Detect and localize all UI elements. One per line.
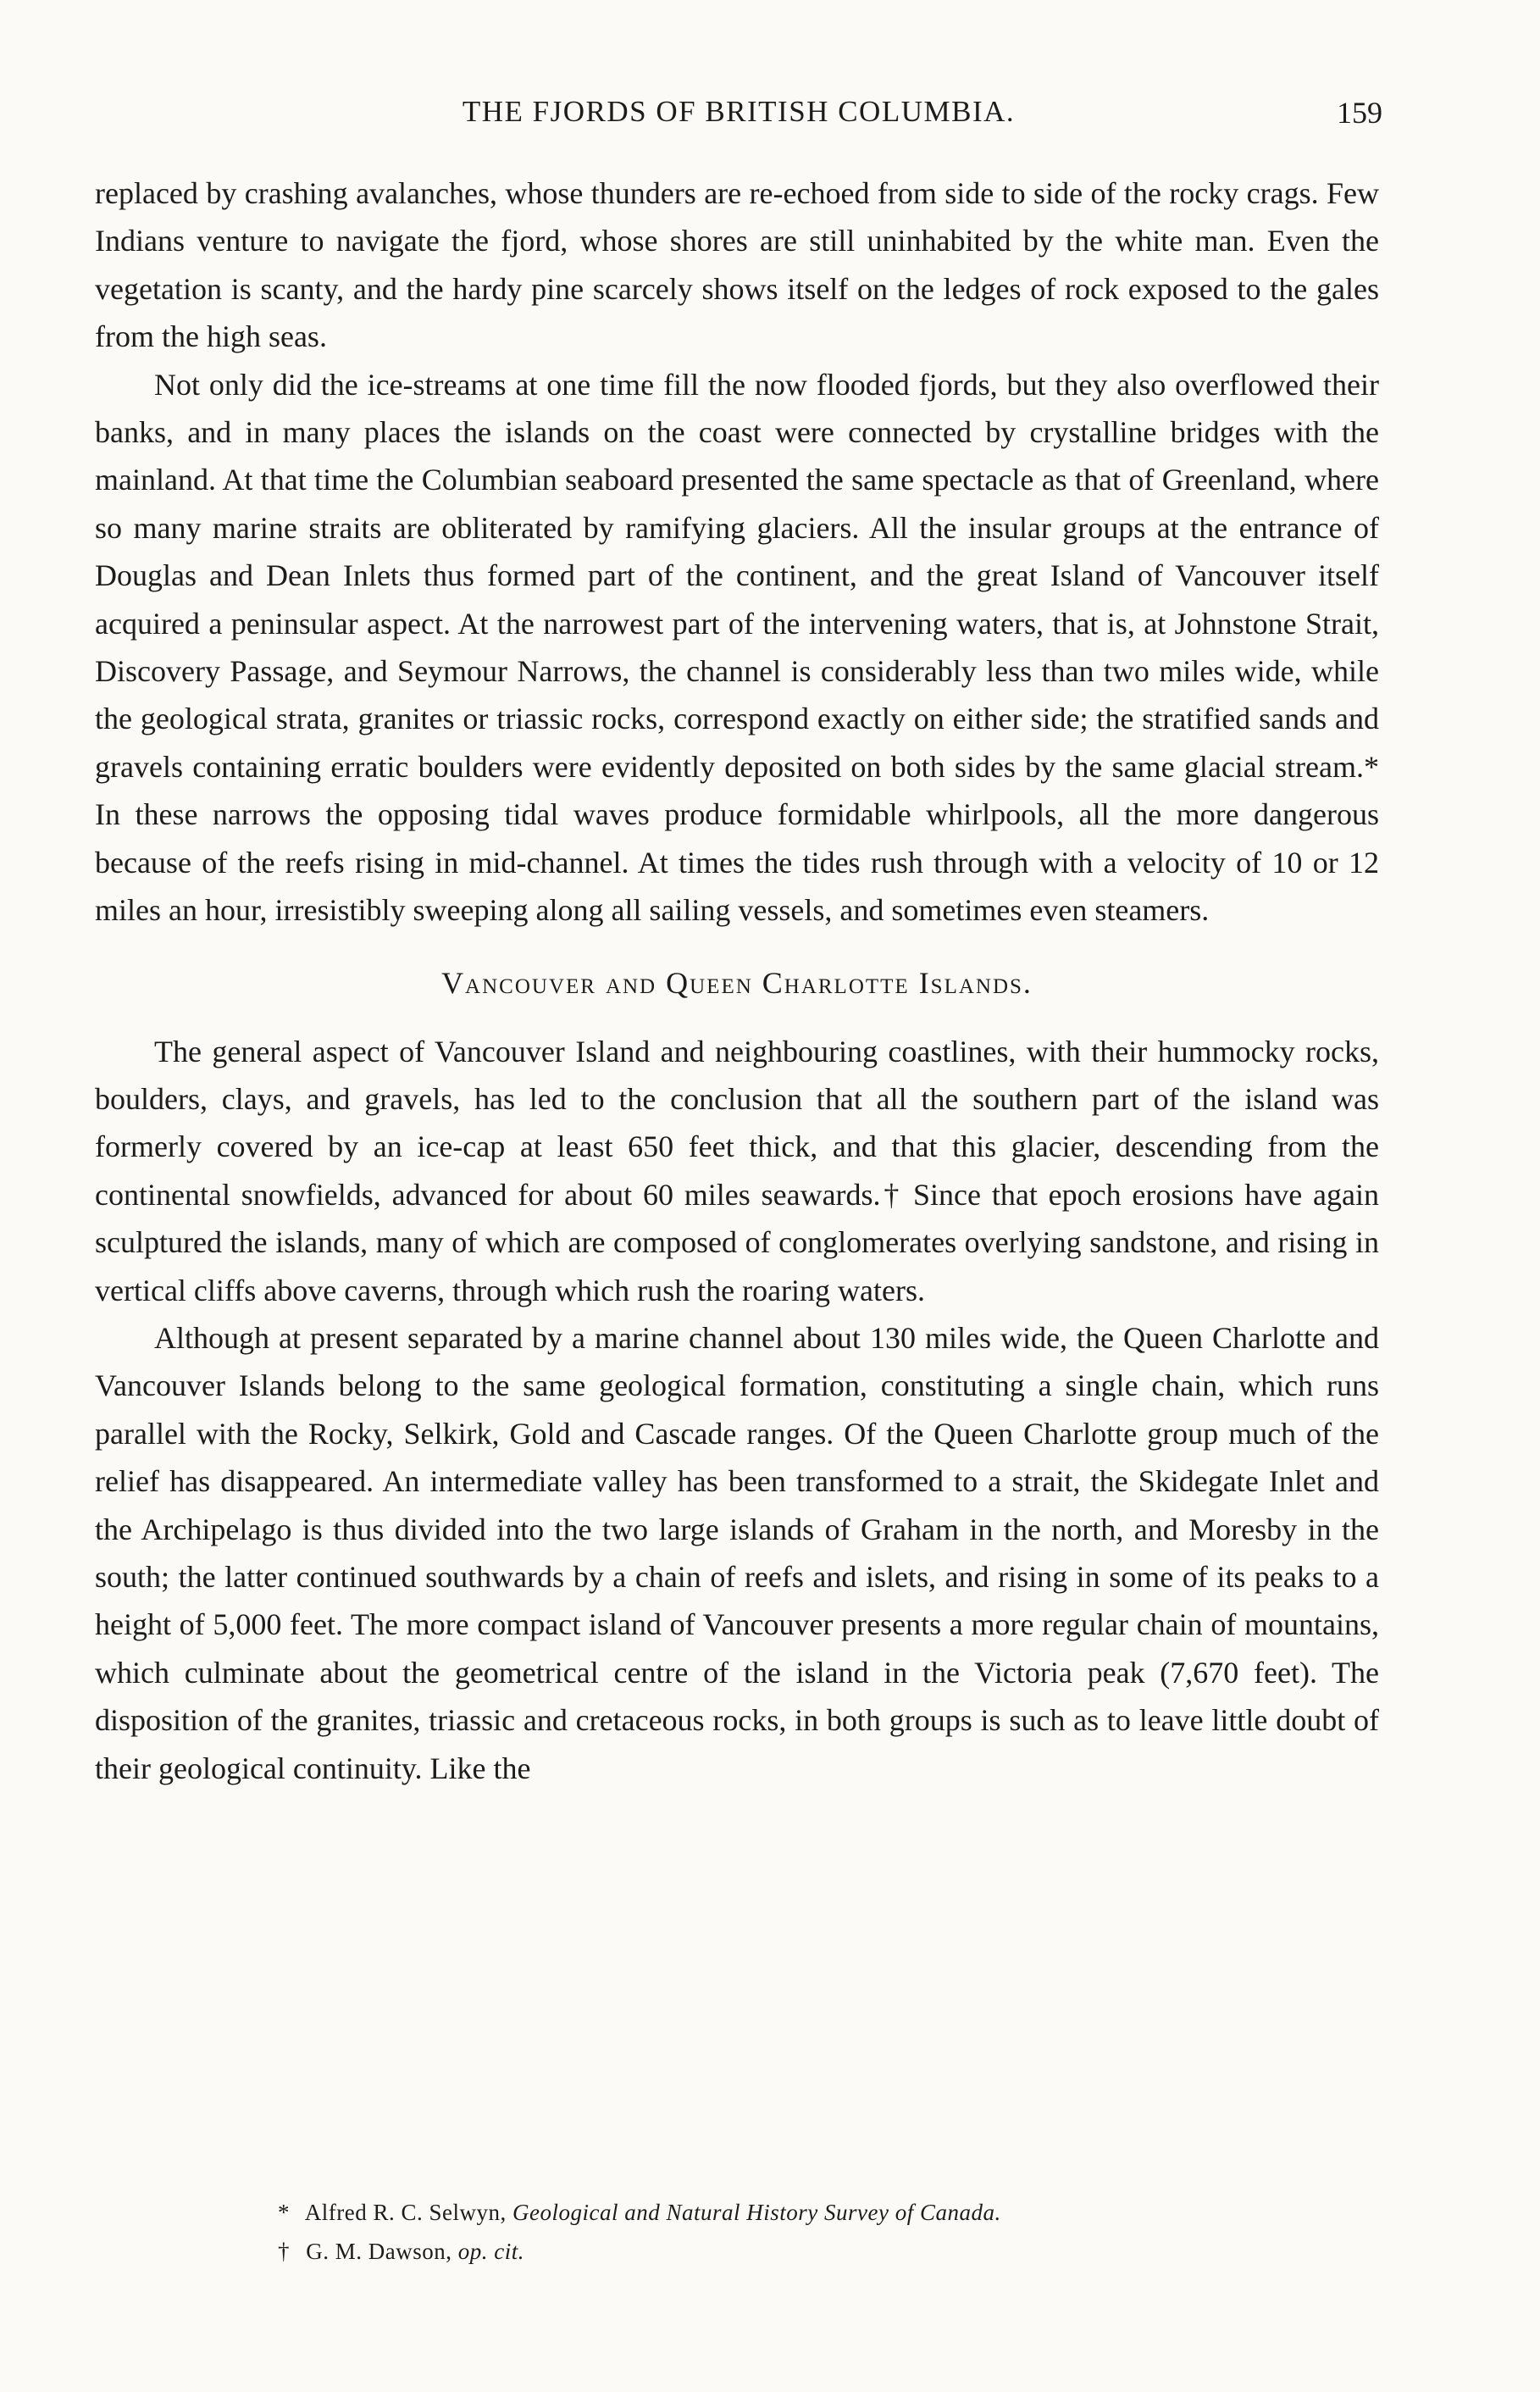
footnote-work: Geological and Natural History Survey of Canada. <box>512 2200 1001 2225</box>
paragraph-ice-streams: Not only did the ice-streams at one time fill the now flooded fjords, but they also overflowed their banks, and in many places the islands on the coast were connected by crystalline bridges with the mainland. At that time the Columbian seaboard presented the same spectacle as that of Greenland, where so many marine straits are obliterated by ramifying glaciers. All the insular groups at the entrance of Douglas and Dean Inlets thus formed part of the continent, and the great Island of Vancouver itself acquired a peninsular aspect. At the narrowest part of the intervening waters, that is, at Johnstone Strait, Discovery Passage, and Seymour Narrows, the channel is considerably less than two miles wide, while the geological strata, granites or triassic rocks, correspond exactly on either side; the stratified sands and gravels containing erratic boulders were evidently deposited on both sides by the same glacial stream.* In these narrows the opposing tidal waves produce formidable whirlpools, all the more dangerous because of the reefs rising in mid-channel. At times the tides rush through with a velocity of 10 or 12 miles an hour, irresistibly sweeping along all sailing vessels, and sometimes even steamers. <box>95 367 1379 928</box>
paragraph-queen-charlotte: Although at present separated by a marine channel about 130 miles wide, the Queen Charlotte and Vancouver Islands belong to the same geological formation, constituting a single chain, which runs parallel with the Rocky, Selkirk, Gold and Cascade ranges. Of the Queen Charlotte group much of the relief has disappeared. An intermediate valley has been transformed to a strait, the Skidegate Inlet and the Archipelago is thus divided into the two large islands of Graham in the north, and Moresby in the south; the latter continued southwards by a chain of reefs and islets, and rising in some of its peaks to a height of 5,000 feet. The more compact island of Vancouver presents a more regular chain of mountains, which culminate about the geometrical centre of the island in the Victoria peak (7,670 feet). The disposition of the granites, triassic and cretaceous rocks, in both groups is such as to leave little doubt of their geological continuity. Like the <box>95 1320 1379 1785</box>
footnote-dawson <box>278 2232 1294 2271</box>
paragraph-vancouver-aspect: The general aspect of Vancouver Island and neighbouring coastlines, with their hummocky rocks, boulders, clays, and gravels, has led to the conclusion that all the southern part of the island was formerly covered by an ice-cap at least 650 feet thick, and that this glacier, descending from the continental snowfields, advanced for about 60 miles seawards.† Since that epoch erosions have again sculptured the islands, many of which are composed of conglomerates overlying sandstone, and rising in vertical cliffs above caverns, through which rush the roaring waters. <box>95 1034 1379 1307</box>
footnote-mark: * <box>278 2200 290 2225</box>
footnote-author: Alfred R. C. Selwyn, <box>304 2200 507 2225</box>
running-header <box>95 95 1382 137</box>
page-number: 159 <box>1337 96 1382 130</box>
footnote-mark: † <box>278 2239 290 2264</box>
body-text <box>95 169 1379 1792</box>
running-header-title: THE FJORDS OF BRITISH COLUMBIA. <box>462 95 1016 128</box>
footnote-selwyn <box>278 2193 1294 2232</box>
footnote-work: op. cit. <box>457 2239 524 2264</box>
footnote-author: G. M. Dawson, <box>306 2239 452 2264</box>
footnotes <box>278 2193 1294 2271</box>
section-heading: Vancouver and Queen Charlotte Islands. <box>441 965 1033 1000</box>
paragraph-continued: replaced by crashing avalanches, whose thunders are re-echoed from side to side of the rocky crags. Few Indians venture to navigate the fjord, whose shores are still uninhabited by the white man. Even the vegetation is scanty, and the hardy pine scarcely shows itself on the ledges of rock exposed to the gales from the high seas. <box>95 176 1379 354</box>
